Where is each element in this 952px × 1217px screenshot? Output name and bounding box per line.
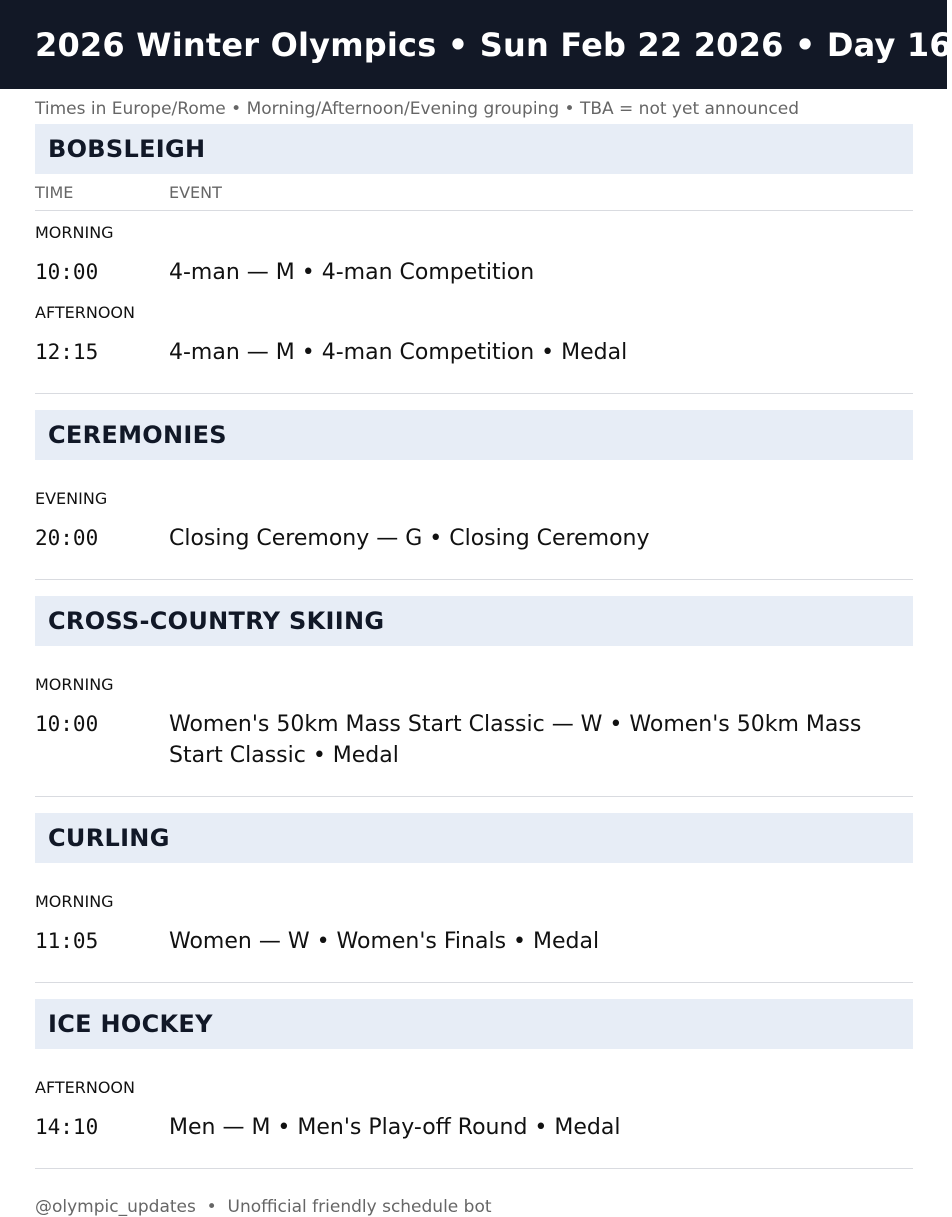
schedule-row [35,243,913,303]
column-header-event: EVENT [169,182,222,202]
schedule-row [35,912,913,972]
sport-section-cross-country-skiing [35,596,913,797]
time-group-label: MORNING [35,675,114,694]
event-description: Women's 50km Mass Start Classic — W • Women's 50km Mass Start Classic • Medal [169,712,862,768]
sport-section-bobsleigh [35,124,913,394]
time-group-label: MORNING [35,892,114,911]
schedule-row [35,509,913,569]
schedule-row [35,1098,913,1158]
page-title: 2026 Winter Olympics • Sun Feb 22 2026 • Day 16 [35,25,952,64]
time-group-label: AFTERNOON [35,1078,135,1097]
event-time: 14:10 [35,1115,99,1139]
column-headers [35,174,913,211]
page-footer: @olympic_updates • Unofficial friendly schedule bot [35,1197,492,1217]
event-description: 4-man — M • 4-man Competition • Medal [169,340,628,365]
section-title: ICE HOCKEY [35,999,913,1049]
time-group-label: EVENING [35,489,108,508]
page-header [0,0,952,89]
event-time: 20:00 [35,526,99,550]
column-header-time: TIME [35,182,74,202]
sport-section-curling [35,813,913,983]
schedule-row [35,695,913,786]
event-description: 4-man — M • 4-man Competition [169,260,535,285]
schedule-row [35,323,913,383]
section-title: CEREMONIES [35,410,913,460]
page-subtitle: Times in Europe/Rome • Morning/Afternoon/Evening grouping • TBA = not yet announced [35,99,800,119]
event-description: Closing Ceremony — G • Closing Ceremony [169,526,650,551]
event-time: 10:00 [35,260,99,284]
event-time: 10:00 [35,712,99,736]
time-group-label: MORNING [35,223,114,242]
section-title: BOBSLEIGH [35,124,913,174]
event-time: 12:15 [35,340,99,364]
schedule [0,124,947,1169]
time-group-label: AFTERNOON [35,303,135,322]
section-title: CROSS-COUNTRY SKIING [35,596,913,646]
event-description: Men — M • Men's Play-off Round • Medal [169,1115,621,1140]
event-time: 11:05 [35,929,99,953]
sport-section-ceremonies [35,410,913,580]
event-description: Women — W • Women's Finals • Medal [169,929,600,954]
sport-section-ice-hockey [35,999,913,1169]
section-title: CURLING [35,813,913,863]
